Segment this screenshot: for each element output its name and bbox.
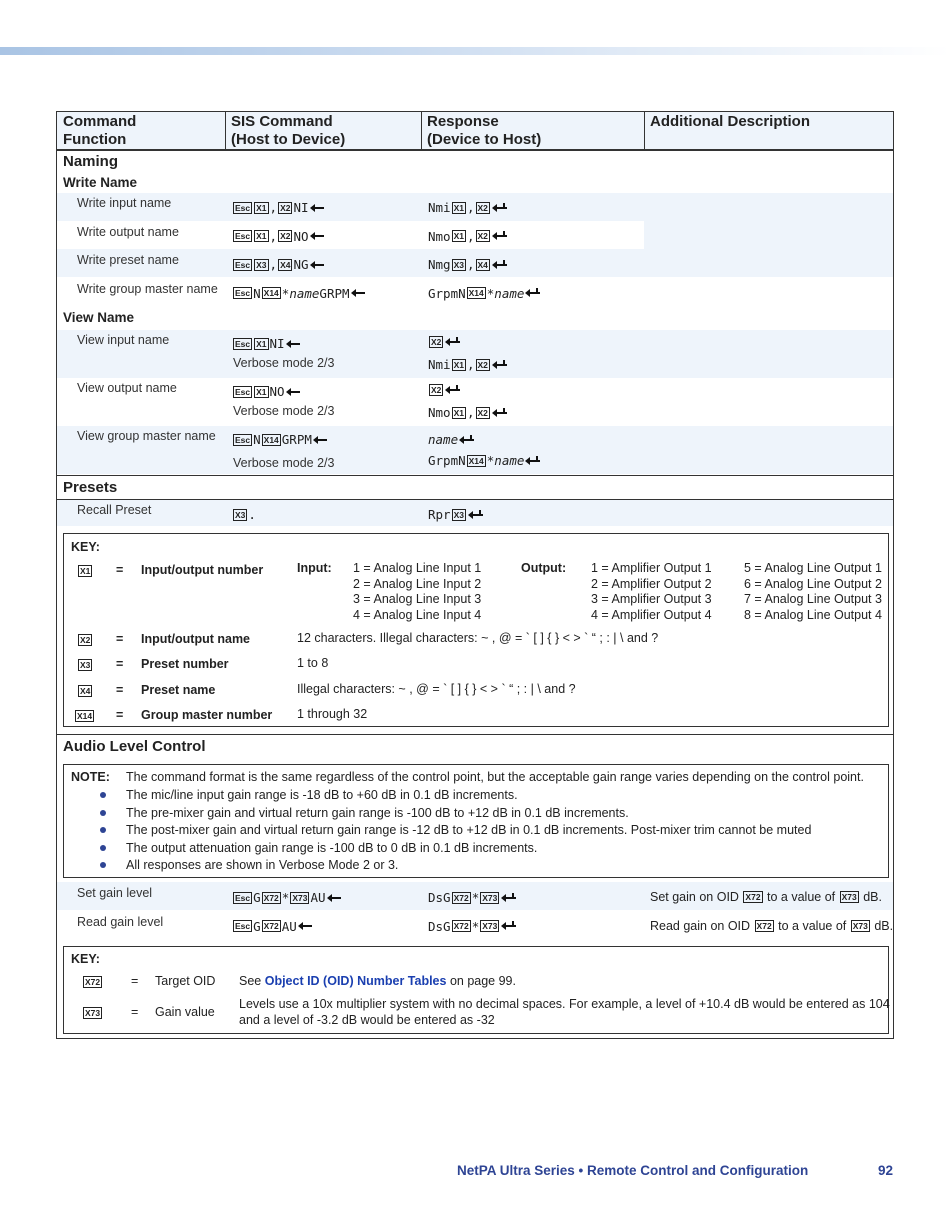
subsection-view-name: View Name [63, 310, 135, 325]
return-enter-icon [501, 921, 515, 931]
key-variable-description: 12 characters. Illegal characters: ~ , @ = ` [ ] { } < > ` “ ; : | \ and ? [297, 631, 659, 645]
variable-x1: X1 [256, 202, 267, 213]
subsection-write-name: Write Name [63, 175, 138, 190]
key-variable-name: Target OID [155, 974, 216, 988]
variable-x73: X73 [292, 892, 308, 903]
header-gradient-bar [0, 47, 950, 55]
variable-x72: X72 [263, 892, 279, 903]
bullet-icon [100, 862, 106, 868]
escape-key: Esc [235, 288, 251, 298]
sis-string [428, 200, 506, 215]
variable-x1: X1 [80, 566, 91, 576]
equals-sign: = [131, 1005, 139, 1019]
literal-text: , [466, 200, 475, 215]
variable-x1: X1 [453, 231, 464, 241]
equals-sign: = [116, 708, 124, 722]
key-variable-description: and a level of -3.2 dB would be entered as -32 [239, 1013, 495, 1027]
variable-x2: X2 [477, 407, 488, 418]
literal-text: , [466, 228, 475, 244]
carriage-return-arrow [286, 340, 300, 348]
carriage-return-arrow [351, 289, 365, 297]
return-enter-icon [492, 231, 506, 241]
literal-text: NG [293, 257, 309, 272]
escape-key: Esc [235, 892, 251, 903]
sis-string [232, 890, 341, 905]
equals-sign: = [116, 683, 124, 697]
carriage-return-arrow [298, 922, 312, 930]
escape-key: Esc [235, 259, 251, 270]
note-bullet-text: All responses are shown in Verbose Mode 2 or 3. [126, 858, 399, 872]
header-response: Response (Device to Host) [427, 113, 542, 148]
sis-string [428, 507, 482, 522]
note-bullet-text: The output attenuation gain range is -100 dB to 0 dB in 0.1 dB increments. [126, 840, 538, 855]
post-text: on page 99. [446, 974, 516, 988]
key-title: KEY: [71, 952, 100, 966]
literal-text: * [281, 890, 290, 905]
output-list-item: 8 = Analog Line Output 4 [744, 607, 882, 622]
literal-text: DsG [428, 890, 451, 905]
literal-text: . [248, 507, 256, 522]
sis-string [232, 384, 300, 399]
variable-x1: X1 [453, 202, 464, 213]
carriage-return-arrow [310, 232, 324, 240]
description-text: Set gain on OID [650, 890, 743, 904]
literal-text: GrpmN [428, 285, 466, 301]
variable-x14: X14 [468, 455, 484, 466]
output-list-item: 1 = Amplifier Output 1 [591, 561, 712, 575]
literal-text: , [466, 357, 475, 372]
command-function: Write input name [77, 196, 172, 210]
variable-x2: X2 [477, 359, 488, 370]
variable-x14: X14 [263, 434, 279, 445]
input-list-item: 1 = Analog Line Input 1 [353, 561, 482, 575]
variable-x72: X72 [745, 892, 761, 902]
sis-string [232, 432, 327, 447]
section-title-naming: Naming [63, 153, 119, 170]
pre-text: See [239, 974, 265, 988]
literal-text: G [253, 918, 261, 934]
sis-string [428, 257, 506, 272]
verbose-mode-label: Verbose mode 2/3 [233, 404, 335, 418]
literal-text: GRPM [281, 432, 312, 447]
sis-string [232, 286, 365, 301]
variable-x3: X3 [80, 660, 91, 670]
key-variable-description: Illegal characters: ~ , @ = ` [ ] { } < > ` “ ; : | \ and ? [297, 682, 576, 696]
variable-x14: X14 [77, 711, 93, 721]
escape-key: Esc [235, 434, 251, 445]
escape-key: Esc [235, 231, 251, 241]
return-enter-icon [492, 260, 506, 270]
note-text: The command format is the same regardless of the control point, but the acceptable gain range varies depending on the control point. [126, 770, 864, 784]
command-function: View group master name [77, 429, 216, 443]
literal-text: Nmo [428, 405, 451, 420]
return-enter-icon [501, 893, 515, 903]
footer-page-number: 92 [878, 1163, 894, 1178]
literal-text: NI [269, 336, 285, 351]
literal-text: NI [293, 200, 309, 215]
carriage-return-arrow [310, 261, 324, 269]
sis-string [428, 919, 515, 934]
equals-sign: = [116, 657, 124, 671]
input-list-item: 2 = Analog Line Input 2 [353, 576, 482, 591]
name-placeholder: name [428, 432, 459, 447]
verbose-mode-label: Verbose mode 2/3 [233, 456, 335, 470]
return-enter-icon [525, 456, 539, 466]
sis-string [428, 286, 539, 301]
sis-string [428, 405, 506, 420]
carriage-return-arrow [327, 894, 341, 902]
variable-x72: X72 [453, 921, 469, 931]
output-list-item: 6 = Analog Line Output 2 [744, 576, 882, 591]
return-enter-icon [468, 510, 482, 520]
bullet-icon [100, 827, 106, 833]
variable-x3: X3 [235, 509, 246, 520]
variable-x1: X1 [256, 386, 267, 397]
command-function: Write output name [77, 224, 179, 239]
return-enter-icon [492, 360, 506, 370]
name-placeholder: name [289, 285, 320, 301]
key-variable-name: Group master number [141, 708, 273, 722]
literal-text: , [269, 200, 278, 215]
literal-text: DsG [428, 918, 451, 934]
variable-x73: X73 [482, 921, 498, 931]
escape-key: Esc [235, 386, 251, 397]
variable-x2: X2 [280, 202, 291, 213]
literal-text: NO [293, 228, 309, 244]
literal-text: G [253, 890, 261, 905]
variable-x2: X2 [431, 337, 442, 347]
additional-description [650, 919, 893, 933]
table-header [57, 112, 893, 151]
command-table [56, 111, 894, 1039]
output-list-item: 3 = Amplifier Output 3 [591, 592, 712, 606]
variable-x2: X2 [477, 231, 488, 241]
literal-text: , [269, 257, 278, 272]
literal-text: Nmi [428, 357, 451, 372]
sis-string [428, 453, 539, 468]
variable-x73: X73 [482, 892, 498, 903]
literal-text: N [253, 432, 261, 447]
literal-text: Nmo [428, 228, 451, 244]
key-variable-name: Input/output name [141, 632, 251, 646]
oid-tables-link[interactable]: Object ID (OID) Number Tables [264, 974, 447, 988]
sis-string [428, 336, 459, 348]
variable-x2: X2 [280, 231, 291, 241]
return-enter-icon [492, 203, 506, 213]
header-command-function: Command Function [63, 113, 137, 148]
sis-string [428, 357, 506, 372]
header-sis-command: SIS Command (Host to Device) [231, 113, 346, 148]
key-box-naming [63, 533, 889, 727]
literal-text: Rpr [428, 507, 451, 522]
literal-text: GrpmN [428, 453, 466, 468]
command-function: Write group master name [77, 281, 218, 296]
variable-x73: X73 [841, 892, 857, 902]
variable-x72: X72 [453, 892, 469, 903]
sis-string [232, 229, 324, 244]
variable-x73: X73 [852, 920, 868, 931]
bullet-icon [100, 792, 106, 798]
escape-key: Esc [235, 338, 251, 349]
literal-text: , [269, 228, 278, 244]
command-function: Set gain level [77, 886, 153, 900]
output-list-item: 5 = Analog Line Output 1 [744, 561, 882, 575]
literal-text: * [281, 285, 290, 301]
section-title-presets: Presets [63, 479, 118, 496]
return-enter-icon [459, 435, 473, 445]
note-box [63, 764, 889, 878]
sis-string [232, 200, 324, 215]
variable-x3: X3 [453, 509, 464, 520]
description-text: Read gain on OID [650, 918, 754, 933]
bullet-icon [100, 845, 106, 851]
return-enter-icon [445, 337, 459, 347]
command-function: View output name [77, 381, 177, 395]
description-text: to a value of [774, 918, 850, 933]
key-variable-name: Gain value [155, 1005, 215, 1019]
variable-x4: X4 [80, 686, 91, 696]
return-enter-icon [492, 408, 506, 418]
note-bullet-text: The post-mixer gain and virtual return gain range is -12 dB to +12 dB in 0.1 dB increments. Post-mixer trim cannot be muted [126, 823, 812, 837]
variable-x2: X2 [80, 635, 91, 645]
key-output-label: Output: [521, 561, 567, 575]
variable-x2: X2 [477, 202, 488, 213]
return-enter-icon [445, 385, 459, 395]
verbose-mode-label: Verbose mode 2/3 [233, 356, 335, 370]
equals-sign: = [131, 974, 139, 988]
name-placeholder: name [494, 453, 525, 468]
command-function: Recall Preset [77, 503, 152, 517]
escape-key: Esc [235, 921, 251, 931]
output-list-item: 7 = Analog Line Output 3 [744, 592, 882, 606]
variable-x1: X1 [453, 359, 464, 370]
command-function: Read gain level [77, 914, 164, 929]
description-text: to a value of [763, 890, 839, 904]
literal-text: * [471, 890, 480, 905]
key-input-label: Input: [297, 561, 332, 575]
literal-text: * [486, 453, 495, 468]
note-bullet-text: The pre-mixer gain and virtual return gain range is -100 dB to +12 dB in 0.1 dB increments. [126, 805, 629, 820]
key-box-audio [63, 946, 889, 1034]
return-enter-icon [525, 288, 539, 298]
input-list-item: 3 = Analog Line Input 3 [353, 592, 482, 606]
literal-text: Nmi [428, 200, 451, 215]
header-additional-description: Additional Description [650, 113, 811, 130]
key-variable-name: Preset number [141, 657, 229, 671]
equals-sign: = [116, 632, 124, 646]
literal-text: , [466, 405, 475, 420]
variable-x73: X73 [85, 1008, 101, 1018]
key-title: KEY: [71, 540, 100, 554]
carriage-return-arrow [313, 436, 327, 444]
sis-string [428, 432, 473, 447]
variable-x14: X14 [263, 288, 279, 298]
variable-x72: X72 [756, 920, 772, 931]
variable-x72: X72 [85, 977, 101, 987]
literal-text: AU [281, 918, 297, 934]
literal-text: NO [269, 384, 285, 399]
sis-string [232, 257, 324, 272]
sis-string [232, 919, 312, 934]
description-text: dB. [859, 890, 882, 904]
variable-x1: X1 [256, 231, 267, 241]
note-label: NOTE: [71, 770, 110, 784]
key-variable-description [239, 974, 516, 988]
key-variable-description: 1 through 32 [297, 707, 368, 721]
variable-x4: X4 [280, 259, 291, 270]
key-variable-description: Levels use a 10x multiplier system with no decimal spaces. For example, a level of +10.4 dB would be entered as 104 [239, 997, 890, 1011]
escape-key: Esc [235, 202, 251, 213]
section-title-audio-level: Audio Level Control [63, 738, 206, 755]
sis-string [428, 384, 459, 396]
literal-text: , [466, 257, 475, 272]
name-placeholder: name [494, 285, 525, 301]
literal-text: AU [310, 890, 326, 905]
literal-text: GRPM [319, 285, 350, 301]
variable-x72: X72 [263, 921, 279, 931]
equals-sign: = [116, 563, 124, 577]
command-function: View input name [77, 333, 170, 347]
literal-text: * [471, 918, 480, 934]
variable-x3: X3 [453, 259, 464, 270]
key-variable-name: Preset name [141, 683, 216, 697]
literal-text: Nmg [428, 257, 451, 272]
footer-title: NetPA Ultra Series • Remote Control and Configuration [457, 1163, 809, 1178]
sis-string [428, 890, 515, 905]
sis-string [232, 336, 300, 351]
key-variable-name: Input/output number [141, 563, 264, 577]
bullet-icon [100, 810, 106, 816]
literal-text: N [253, 285, 261, 301]
key-variable-description: 1 to 8 [297, 656, 329, 670]
variable-x1: X1 [453, 407, 464, 418]
variable-x2: X2 [431, 385, 442, 395]
carriage-return-arrow [286, 388, 300, 396]
note-bullet-text: The mic/line input gain range is -18 dB to +60 dB in 0.1 dB increments. [126, 788, 518, 802]
variable-x1: X1 [256, 338, 267, 349]
literal-text: * [486, 285, 495, 301]
additional-description [650, 890, 882, 904]
sis-string [232, 507, 256, 522]
variable-x4: X4 [477, 259, 488, 270]
variable-x3: X3 [256, 259, 267, 270]
carriage-return-arrow [310, 204, 324, 212]
input-list-item: 4 = Analog Line Input 4 [353, 607, 482, 622]
description-text: dB. [870, 918, 894, 933]
sis-string [428, 229, 506, 244]
variable-x14: X14 [468, 288, 484, 298]
output-list-item: 4 = Amplifier Output 4 [591, 607, 712, 622]
command-function: Write preset name [77, 253, 179, 267]
output-list-item: 2 = Amplifier Output 2 [591, 576, 712, 591]
